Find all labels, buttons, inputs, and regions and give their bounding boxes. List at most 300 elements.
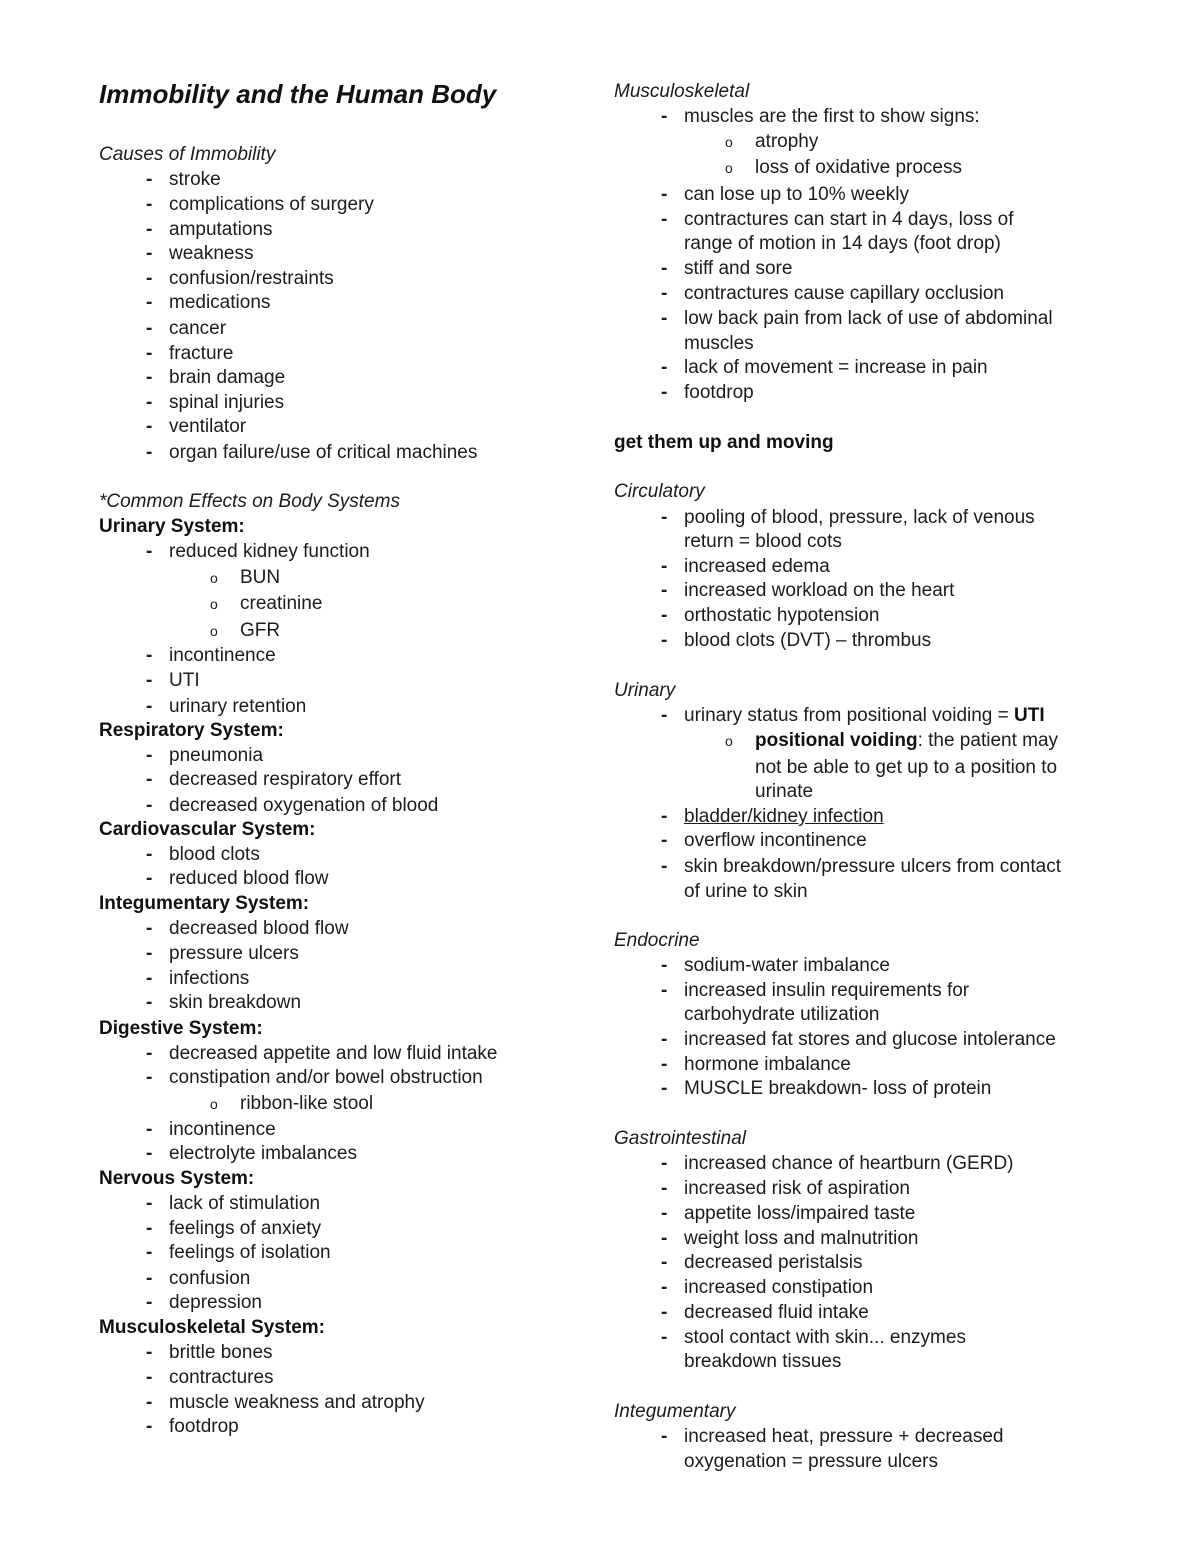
dash-bullet-icon: - <box>146 745 153 766</box>
list-item-text <box>169 794 438 818</box>
dash-bullet-icon: - <box>146 392 153 413</box>
list-item <box>614 979 1154 1003</box>
dash-bullet-icon: - <box>146 696 153 717</box>
dash-bullet-icon: - <box>146 918 153 939</box>
dash-bullet-icon: - <box>146 292 153 313</box>
dash-bullet-icon: - <box>146 1416 153 1437</box>
list-item <box>99 1366 579 1390</box>
list-item <box>99 744 579 768</box>
list-item-text-main: brain damage <box>169 367 286 388</box>
list-item-text <box>169 168 221 192</box>
dash-bullet-icon: - <box>661 856 668 877</box>
list-item-text-main: infections <box>169 968 250 989</box>
list-item-text-main: increased chance of heartburn (GERD) <box>684 1153 1014 1174</box>
list-item <box>614 356 1154 380</box>
dash-bullet-icon: - <box>146 1342 153 1363</box>
system-heading: Cardiovascular System: <box>99 819 316 840</box>
dash-bullet-icon: - <box>661 308 668 329</box>
list-item-text-main: muscle weakness and atrophy <box>169 1392 425 1413</box>
list-item-text <box>169 1366 274 1390</box>
list-item-text-main: increased edema <box>684 556 830 577</box>
list-item <box>99 1267 579 1291</box>
list-item-text <box>169 695 306 719</box>
list-item-text <box>684 979 969 1003</box>
list-item <box>614 579 1154 603</box>
dash-bullet-icon: - <box>661 258 668 279</box>
list-item <box>99 942 579 966</box>
list-item-text-main: urinary retention <box>169 696 307 717</box>
list-item-text-main: bladder/kidney infection <box>684 806 884 827</box>
dash-bullet-icon: - <box>661 830 668 851</box>
list-item-text <box>684 381 754 405</box>
list-item <box>99 267 579 291</box>
list-item-text-main: increased workload on the heart <box>684 580 955 601</box>
list-item <box>614 555 1154 579</box>
list-item-text: oxygenation = pressure ulcers <box>684 1451 939 1472</box>
list-item-text-main: decreased blood flow <box>169 918 349 939</box>
list-item-text-main: ventilator <box>169 416 247 437</box>
list-item-text <box>684 1077 991 1101</box>
list-item-text-main: urinary status from positional voiding = <box>684 705 1015 726</box>
list-item-text-main: footdrop <box>684 382 754 403</box>
dash-bullet-icon: - <box>146 1218 153 1239</box>
list-item-text-main: stool contact with skin... enzymes <box>684 1327 966 1348</box>
dash-bullet-icon: - <box>146 1268 153 1289</box>
list-item-text: not be able to get up to a position to <box>755 757 1058 778</box>
list-item <box>614 1077 1154 1101</box>
list-item <box>99 1415 579 1439</box>
section-heading: Gastrointestinal <box>614 1128 747 1149</box>
list-item <box>99 193 579 217</box>
system-heading: Musculoskeletal System: <box>99 1317 325 1338</box>
sub-list-item-text <box>755 156 962 180</box>
list-item-text-main: increased insulin requirements for <box>684 980 970 1001</box>
list-item-text <box>684 506 1035 530</box>
emphasis-text: UTI <box>1014 705 1045 726</box>
dash-bullet-icon: - <box>661 1203 668 1224</box>
list-item <box>614 105 1154 129</box>
list-item-text <box>169 644 276 668</box>
list-item-text <box>169 267 334 291</box>
list-item <box>614 1276 1154 1300</box>
list-item <box>614 208 1154 232</box>
section-heading: *Common Effects on Body Systems <box>99 491 400 512</box>
list-item-text: range of motion in 14 days (foot drop) <box>684 233 1001 254</box>
list-item-text-main: muscles are the first to show signs: <box>684 106 980 127</box>
list-item <box>99 1241 579 1265</box>
list-item-text <box>684 855 1061 879</box>
list-item-text <box>684 629 931 653</box>
list-item-text <box>684 208 1014 232</box>
list-item <box>614 1177 1154 1201</box>
list-item-text-main: spinal injuries <box>169 392 285 413</box>
list-item-continuation <box>614 530 1154 554</box>
emphasis-text: positional voiding <box>755 730 918 751</box>
list-item <box>99 917 579 941</box>
sub-list-item <box>614 130 1154 154</box>
list-item-text <box>169 317 226 341</box>
sub-list-item <box>99 566 579 590</box>
section-heading: Circulatory <box>614 481 705 502</box>
list-item <box>99 1341 579 1365</box>
list-item <box>99 242 579 266</box>
dash-bullet-icon: - <box>146 1292 153 1313</box>
list-item-text <box>169 843 260 867</box>
list-item <box>614 1053 1154 1077</box>
dash-bullet-icon: - <box>661 382 668 403</box>
section-heading: Causes of Immobility <box>99 144 276 165</box>
list-item-text <box>169 669 200 693</box>
dash-bullet-icon: - <box>661 1054 668 1075</box>
list-item <box>614 1227 1154 1251</box>
dash-bullet-icon: - <box>661 580 668 601</box>
list-item-text <box>169 1217 321 1241</box>
list-item-text: muscles <box>684 333 754 354</box>
list-item <box>614 629 1154 653</box>
list-item-text: return = blood cots <box>684 531 842 552</box>
list-item <box>614 1425 1154 1449</box>
dash-bullet-icon: - <box>146 541 153 562</box>
list-item-text <box>169 967 249 991</box>
list-item-text <box>684 282 1004 306</box>
list-item-text-main: skin breakdown/pressure ulcers from contact <box>684 856 1061 877</box>
dash-bullet-icon: - <box>146 844 153 865</box>
list-item-text <box>169 342 233 366</box>
system-heading: Respiratory System: <box>99 720 284 741</box>
dash-bullet-icon: - <box>661 1302 668 1323</box>
list-item <box>99 1118 579 1142</box>
dash-bullet-icon: - <box>661 556 668 577</box>
list-item-text <box>684 1202 915 1226</box>
sub-list-item-text <box>755 729 1058 753</box>
list-item-text-main: organ failure/use of critical machines <box>169 442 478 463</box>
dash-bullet-icon: - <box>146 1392 153 1413</box>
dash-bullet-icon: - <box>661 806 668 827</box>
list-item <box>99 991 579 1015</box>
section-heading: Endocrine <box>614 930 700 951</box>
list-item-text-main: low back pain from lack of use of abdominal <box>684 308 1053 329</box>
list-item-continuation <box>614 756 1154 780</box>
list-item <box>614 954 1154 978</box>
list-item-text <box>169 867 329 891</box>
list-item-text <box>684 1053 851 1077</box>
section-heading: Musculoskeletal <box>614 81 750 102</box>
dash-bullet-icon: - <box>661 1426 668 1447</box>
list-item-continuation <box>614 1450 1154 1474</box>
dash-bullet-icon: - <box>661 184 668 205</box>
list-item-text <box>684 1425 1004 1449</box>
circle-bullet-icon: o <box>210 596 218 612</box>
list-item-text-main: sodium-water imbalance <box>684 955 890 976</box>
list-item <box>99 391 579 415</box>
list-item-continuation <box>614 1350 1154 1374</box>
list-item-text-main: decreased appetite and low fluid intake <box>169 1043 498 1064</box>
list-item-text: carbohydrate utilization <box>684 1004 880 1025</box>
list-item-text <box>684 579 954 603</box>
list-item <box>99 1391 579 1415</box>
list-item-text <box>684 1152 1014 1176</box>
list-item-text <box>684 805 884 829</box>
dash-bullet-icon: - <box>661 1178 668 1199</box>
sub-list-item-text-main: creatinine <box>240 593 323 614</box>
list-item-continuation <box>614 232 1154 256</box>
dash-bullet-icon: - <box>661 1327 668 1348</box>
dash-bullet-icon: - <box>146 1119 153 1140</box>
system-heading: get them up and moving <box>614 432 834 453</box>
list-item-text-main: blood clots <box>169 844 260 865</box>
list-item <box>99 342 579 366</box>
list-item <box>99 218 579 242</box>
list-item-text <box>684 356 988 380</box>
list-item-text-main: contractures can start in 4 days, loss of <box>684 209 1014 230</box>
list-item <box>99 967 579 991</box>
list-item <box>99 1291 579 1315</box>
list-item-text-main: reduced kidney function <box>169 541 370 562</box>
list-item-text-main: orthostatic hypotension <box>684 605 880 626</box>
sub-list-item-text <box>240 592 322 616</box>
list-item-text <box>169 1118 276 1142</box>
dash-bullet-icon: - <box>146 1043 153 1064</box>
dash-bullet-icon: - <box>146 769 153 790</box>
list-item <box>614 307 1154 331</box>
list-item-text <box>684 105 980 129</box>
list-item-text-main: medications <box>169 292 271 313</box>
list-item <box>99 540 579 564</box>
dash-bullet-icon: - <box>146 169 153 190</box>
sub-list-item <box>99 1092 579 1116</box>
dash-bullet-icon: - <box>146 367 153 388</box>
circle-bullet-icon: o <box>210 623 218 639</box>
dash-bullet-icon: - <box>146 943 153 964</box>
list-item <box>614 704 1154 728</box>
list-item-continuation <box>614 332 1154 356</box>
list-item <box>99 1217 579 1241</box>
list-item-text <box>169 1291 262 1315</box>
dash-bullet-icon: - <box>146 795 153 816</box>
list-item-text <box>169 291 270 315</box>
list-item-text <box>169 193 374 217</box>
dash-bullet-icon: - <box>146 1067 153 1088</box>
dash-bullet-icon: - <box>146 442 153 463</box>
list-item-text-main: feelings of anxiety <box>169 1218 322 1239</box>
sub-list-item-text-main: loss of oxidative process <box>755 157 962 178</box>
list-item-text <box>169 1267 250 1291</box>
list-item-text-main: decreased peristalsis <box>684 1252 863 1273</box>
list-item-text-main: increased risk of aspiration <box>684 1178 910 1199</box>
list-item <box>614 1251 1154 1275</box>
dash-bullet-icon: - <box>146 194 153 215</box>
circle-bullet-icon: o <box>725 134 733 150</box>
list-item-text-main: appetite loss/impaired taste <box>684 1203 916 1224</box>
list-item-text <box>169 242 254 266</box>
dash-bullet-icon: - <box>661 980 668 1001</box>
list-item-text <box>169 540 370 564</box>
list-item-text <box>169 415 246 439</box>
list-item <box>99 794 579 818</box>
list-item-text-main: weight loss and malnutrition <box>684 1228 919 1249</box>
list-item-text <box>684 183 909 207</box>
list-item-text-main: incontinence <box>169 1119 276 1140</box>
system-heading: Urinary System: <box>99 516 245 537</box>
list-item-text-main: electrolyte imbalances <box>169 1143 357 1164</box>
list-item-text: breakdown tissues <box>684 1351 842 1372</box>
dash-bullet-icon: - <box>146 1193 153 1214</box>
list-item <box>614 1152 1154 1176</box>
list-item <box>614 506 1154 530</box>
dash-bullet-icon: - <box>146 343 153 364</box>
list-item-text-main: pneumonia <box>169 745 264 766</box>
list-item <box>99 669 579 693</box>
list-item-text-main: brittle bones <box>169 1342 273 1363</box>
list-item-text <box>684 1227 918 1251</box>
dash-bullet-icon: - <box>661 1252 668 1273</box>
list-item <box>99 644 579 668</box>
list-item-text-main: stiff and sore <box>684 258 793 279</box>
list-item-continuation <box>614 1003 1154 1027</box>
list-item <box>614 1301 1154 1325</box>
list-item <box>614 604 1154 628</box>
list-item-text <box>684 1177 910 1201</box>
list-item-text-main: MUSCLE breakdown- loss of protein <box>684 1078 992 1099</box>
list-item-text <box>684 1251 862 1275</box>
sub-list-item-text-main: atrophy <box>755 131 819 152</box>
circle-bullet-icon: o <box>725 733 733 749</box>
list-item-text-main: pooling of blood, pressure, lack of venous <box>684 507 1035 528</box>
list-item <box>99 366 579 390</box>
list-item-text-main: overflow incontinence <box>684 830 867 851</box>
list-item-text: of urine to skin <box>684 881 808 902</box>
sub-list-item-text-main: ribbon-like stool <box>240 1093 374 1114</box>
dash-bullet-icon: - <box>661 209 668 230</box>
page-title: Immobility and the Human Body <box>99 79 497 109</box>
list-item <box>99 768 579 792</box>
list-item <box>99 415 579 439</box>
list-item-text <box>684 1301 869 1325</box>
dash-bullet-icon: - <box>661 605 668 626</box>
sub-list-item-text <box>240 566 280 590</box>
sub-list-item-text <box>240 619 280 643</box>
list-item-text-main: stroke <box>169 169 221 190</box>
list-item-text-main: contractures <box>169 1367 274 1388</box>
list-item-text <box>169 366 285 390</box>
list-item-continuation <box>614 880 1154 904</box>
sub-list-item <box>614 156 1154 180</box>
dash-bullet-icon: - <box>661 106 668 127</box>
list-item-text-main: lack of stimulation <box>169 1193 321 1214</box>
list-item-text <box>684 1028 1056 1052</box>
list-item <box>614 829 1154 853</box>
list-item <box>99 1192 579 1216</box>
list-item-text-main: footdrop <box>169 1416 239 1437</box>
list-item-text-main: increased heat, pressure + decreased <box>684 1426 1004 1447</box>
list-item <box>99 867 579 891</box>
list-item-text-main: complications of surgery <box>169 194 374 215</box>
list-item-text-main: lack of movement = increase in pain <box>684 357 988 378</box>
list-item-text-main: increased constipation <box>684 1277 874 1298</box>
list-item-text-main: skin breakdown <box>169 992 302 1013</box>
system-heading: Nervous System: <box>99 1168 255 1189</box>
dash-bullet-icon: - <box>146 992 153 1013</box>
dash-bullet-icon: - <box>661 1277 668 1298</box>
list-item-text <box>684 704 1045 728</box>
list-item-text <box>169 1341 273 1365</box>
dash-bullet-icon: - <box>661 283 668 304</box>
list-item-text-main: cancer <box>169 318 227 339</box>
list-item <box>614 183 1154 207</box>
dash-bullet-icon: - <box>146 318 153 339</box>
dash-bullet-icon: - <box>146 416 153 437</box>
dash-bullet-icon: - <box>661 630 668 651</box>
list-item-text <box>169 1391 425 1415</box>
list-item-text <box>684 307 1053 331</box>
list-item-text-main: decreased respiratory effort <box>169 769 401 790</box>
list-item <box>614 855 1154 879</box>
dash-bullet-icon: - <box>146 243 153 264</box>
list-item-text-main: fracture <box>169 343 234 364</box>
list-item-text <box>169 991 301 1015</box>
list-item-text-main: depression <box>169 1292 262 1313</box>
dash-bullet-icon: - <box>146 968 153 989</box>
list-item-text: urinate <box>755 781 814 802</box>
list-item-text <box>684 555 830 579</box>
circle-bullet-icon: o <box>210 570 218 586</box>
list-item-text-main: blood clots (DVT) – thrombus <box>684 630 932 651</box>
list-item-text <box>169 744 263 768</box>
dash-bullet-icon: - <box>146 1367 153 1388</box>
list-item-text <box>169 218 273 242</box>
list-item-text <box>169 917 349 941</box>
list-item <box>99 695 579 719</box>
list-item-text <box>169 1066 483 1090</box>
sub-list-item-text <box>755 130 818 154</box>
list-item-text <box>169 1142 357 1166</box>
sub-list-item-text-main: : the patient may <box>917 730 1059 751</box>
dash-bullet-icon: - <box>661 955 668 976</box>
circle-bullet-icon: o <box>210 1096 218 1112</box>
list-item-text-main: amputations <box>169 219 273 240</box>
list-item-text <box>684 1326 966 1350</box>
list-item <box>614 1028 1154 1052</box>
sub-list-item-text-main: BUN <box>240 567 281 588</box>
dash-bullet-icon: - <box>146 868 153 889</box>
list-item <box>614 282 1154 306</box>
dash-bullet-icon: - <box>146 1143 153 1164</box>
dash-bullet-icon: - <box>661 1029 668 1050</box>
list-item <box>614 257 1154 281</box>
list-item-text-main: can lose up to 10% weekly <box>684 184 909 205</box>
list-item-text <box>684 1276 873 1300</box>
list-item <box>99 317 579 341</box>
list-item-text-main: increased fat stores and glucose intolerance <box>684 1029 1056 1050</box>
list-item-text <box>169 1192 320 1216</box>
list-item <box>614 805 1154 829</box>
list-item-text-main: pressure ulcers <box>169 943 299 964</box>
list-item-text-main: constipation and/or bowel obstruction <box>169 1067 483 1088</box>
list-item <box>99 1066 579 1090</box>
list-item <box>99 1142 579 1166</box>
list-item <box>99 168 579 192</box>
section-heading: Integumentary <box>614 1401 736 1422</box>
list-item-text <box>684 257 792 281</box>
list-item-continuation <box>614 780 1154 804</box>
list-item-text-main: incontinence <box>169 645 276 666</box>
list-item-text-main: decreased fluid intake <box>684 1302 869 1323</box>
list-item-text <box>169 441 477 465</box>
list-item <box>99 441 579 465</box>
list-item-text-main: confusion <box>169 1268 251 1289</box>
list-item-text <box>169 768 401 792</box>
list-item-text-main: feelings of isolation <box>169 1242 331 1263</box>
